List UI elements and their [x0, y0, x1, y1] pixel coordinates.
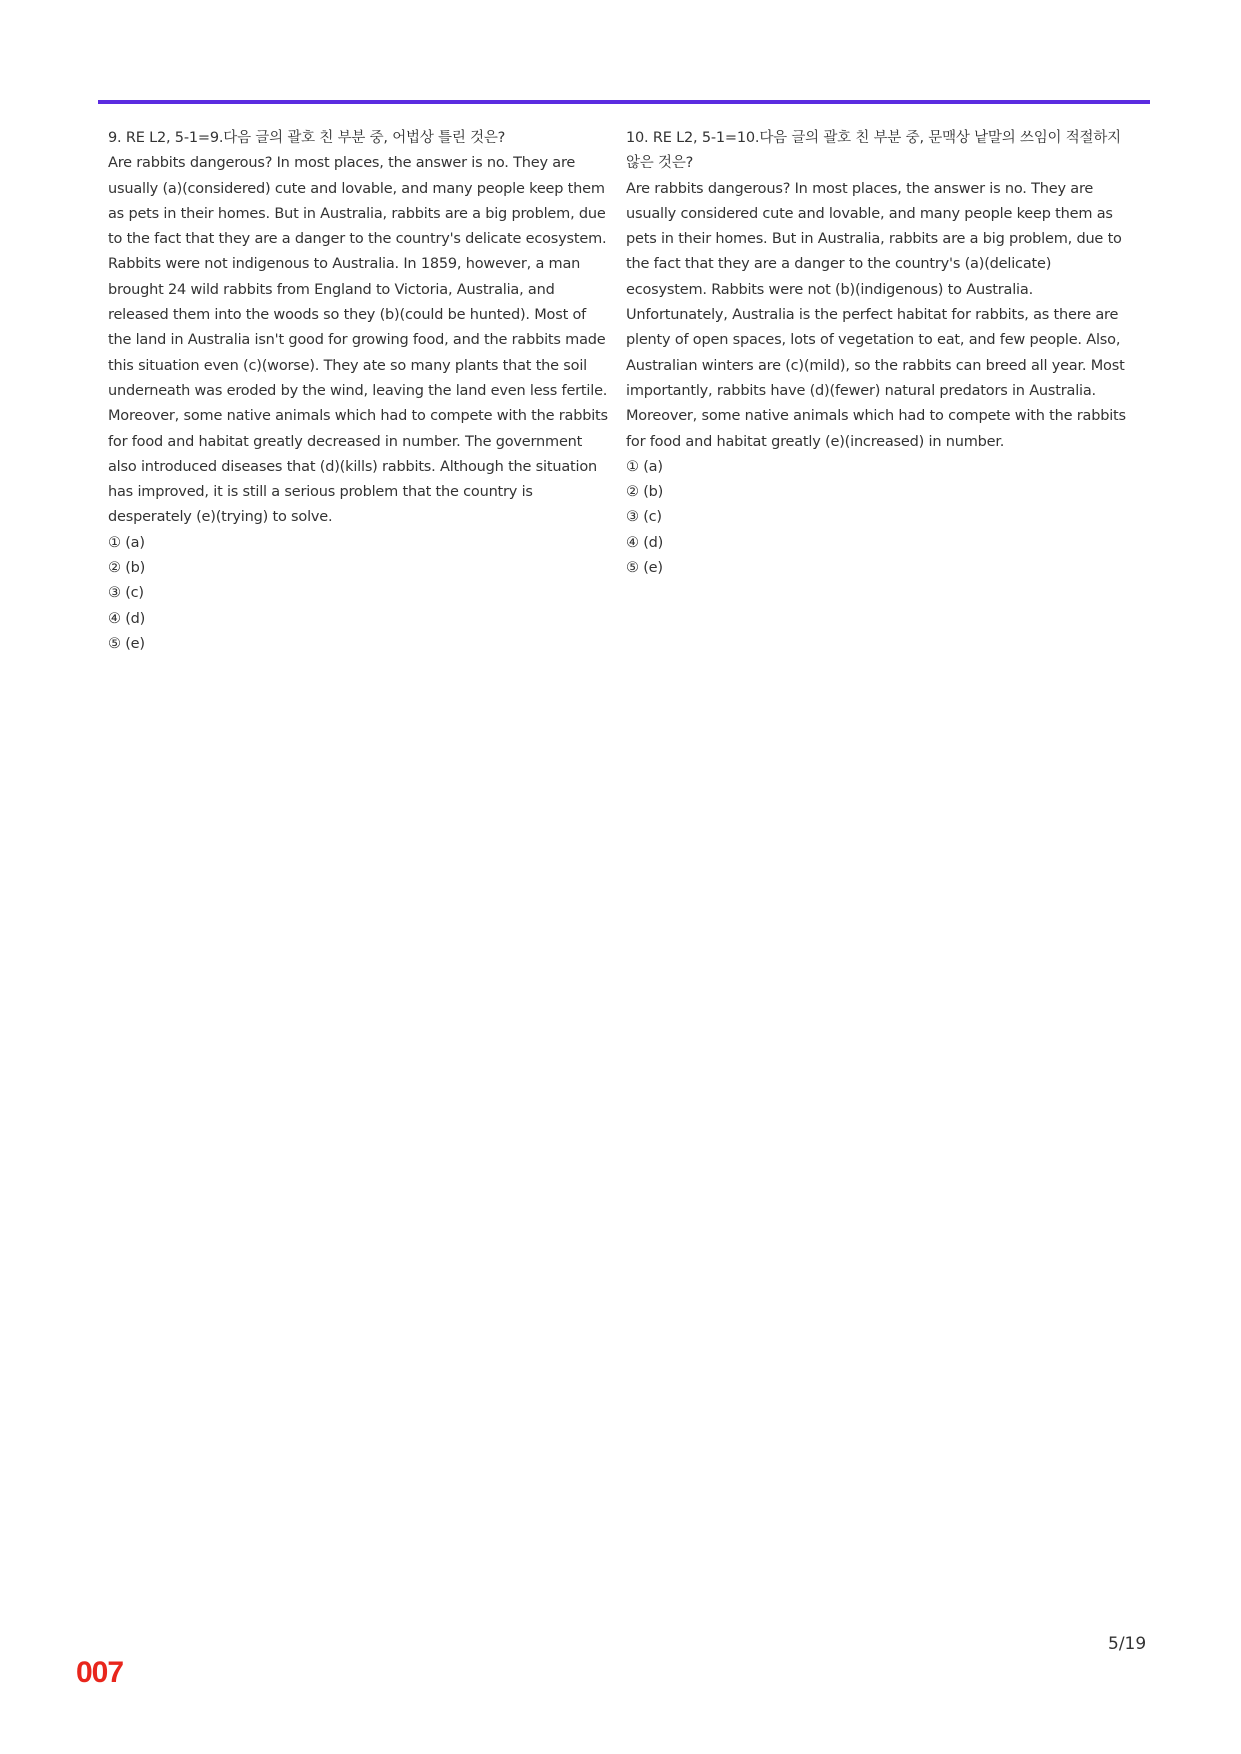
question-passage: Are rabbits dangerous? In most places, the answer is no. They are usually considered cute and lovable, and many people keep them as pets in their homes. But in Australia, rabbits are a big problem, due to the fact that they are a danger to the country's (a)(delicate) ecosystem. Rabbits were not (b)(indigenous) to Australia. Unfortunately, Australia is the perfect habitat for rabbits, as there are plenty of open spaces, lots of vegetation to eat, and few people. Also, Australian winters are (c)(mild), so the rabbits can breed all year. Most importantly, rabbits have (d)(fewer) natural predators in Australia. Moreover, some native animals which had to compete with the rabbits for food and habitat greatly (e)(increased) in number. [626, 180, 1126, 450]
question-10 [626, 126, 1126, 581]
answer-option[interactable]: ④ (d) [626, 534, 664, 551]
question-title: 9. RE L2, 5-1=9.다음 글의 괄호 친 부분 중, 어법상 틀린 것은? [108, 130, 506, 146]
question-passage: Are rabbits dangerous? In most places, the answer is no. They are usually (a)(considered) cute and lovable, and many people keep them as pets in their homes. But in Australia, rabbits are a big problem, due to the fact that they are a danger to the country's delicate ecosystem. Rabbits were not indigenous to Australia. In 1859, however, a man brought 24 wild rabbits from England to Victoria, Australia, and released them into the woods so they (b)(could be hunted). Most of the land in Australia isn't good for growing food, and the rabbits made this situation even (c)(worse). They ate so many plants that the soil underneath was eroded by the wind, leaving the land even less fertile. Moreover, some native animals which had to compete with the rabbits for food and habitat greatly decreased in number. The government also introduced diseases that (d)(kills) rabbits. Although the situation has improved, it is still a serious problem that the country is desperately (e)(trying) to solve. [108, 155, 608, 526]
answer-options [626, 455, 1126, 581]
page-number: 5/19 [1108, 1634, 1147, 1654]
question-9 [108, 126, 608, 657]
answer-option[interactable]: ② (b) [626, 484, 664, 501]
answer-option[interactable]: ⑤ (e) [626, 560, 663, 577]
answer-options [108, 531, 608, 657]
answer-option[interactable]: ① (a) [626, 458, 663, 475]
answer-option[interactable]: ③ (c) [626, 509, 662, 526]
answer-option[interactable]: ② (b) [108, 560, 146, 577]
answer-option[interactable]: ① (a) [108, 534, 145, 551]
answer-option[interactable]: ④ (d) [108, 610, 146, 627]
header-divider [98, 100, 1150, 104]
answer-option[interactable]: ③ (c) [108, 585, 144, 602]
answer-option[interactable]: ⑤ (e) [108, 635, 145, 652]
brand-logo: 007 [76, 1656, 124, 1689]
question-title: 10. RE L2, 5-1=10.다음 글의 괄호 친 부분 중, 문맥상 낱말의 쓰임이 적절하지 않은 것은? [626, 130, 1121, 172]
